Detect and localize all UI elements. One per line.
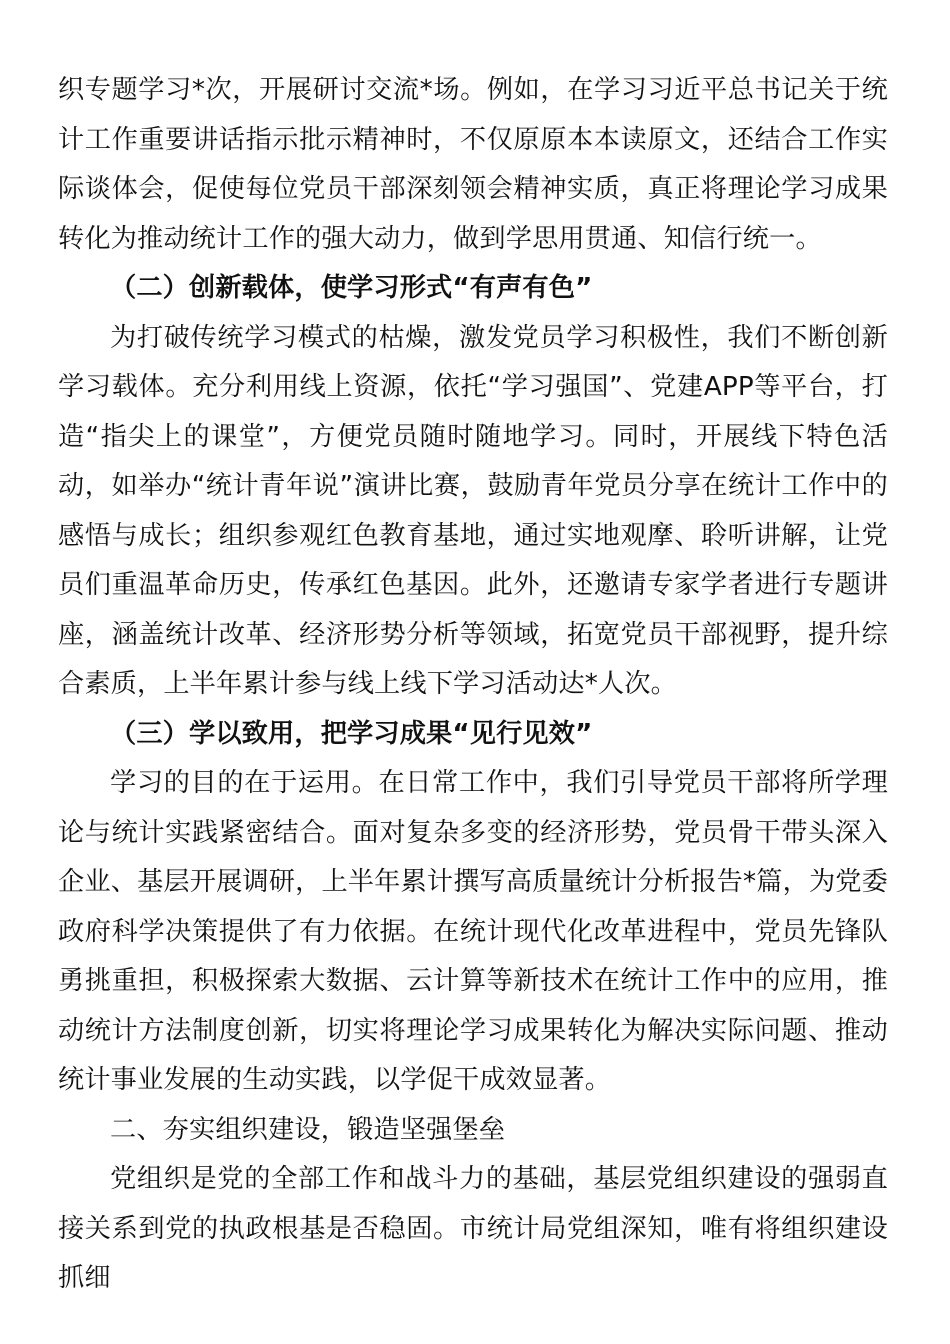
section-subheading-2: （二）创新载体，使学习形式“有声有色” [110,273,593,303]
paragraph-organization: 党组织是党的全部工作和战斗力的基础，基层党组织建设的强弱直接关系到党的执政根基是否稳固。市统计局党组深知，唯有将组织建设抓细 [58,1164,888,1293]
paragraph-continued: 织专题学习*次，开展研讨交流*场。例如，在学习习近平总书记关于统计工作重要讲话指示批示精神时，不仅原原本本读原文，还结合工作实际谈体会，促使每位党员干部深刻领会精神实质，真正将理论学习成果转化为推动统计工作的强大动力，做到学思用贯通、知信行统一。 [58,75,888,254]
paragraph-application: 学习的目的在于运用。在日常工作中，我们引导党员干部将所学理论与统计实践紧密结合。面对复杂多变的经济形势，党员骨干带头深入企业、基层开展调研，上半年累计撰写高质量统计分析报告*篇，为党委政府科学决策提供了有力依据。在统计现代化改革进程中，党员先锋队勇挑重担，积极探索大数据、云计算等新技术在统计工作中的应用，推动统计方法制度创新，切实将理论学习成果转化为解决实际问题、推动统计事业发展的生动实践，以学促干成效显著。 [58,768,888,1095]
paragraph-innovation: 为打破传统学习模式的枯燥，激发党员学习积极性，我们不断创新学习载体。充分利用线上资源，依托“学习强国”、党建APP等平台，打造“指尖上的课堂”，方便党员随时随地学习。同时，开展线下特色活动，如举办“统计青年说”演讲比赛，鼓励青年党员分享在统计工作中的感悟与成长；组织参观红色教育基地，通过实地观摩、聆听讲解，让党员们重温革命历史，传承红色基因。此外，还邀请专家学者进行专题讲座，涵盖统计改革、经济形势分析等领域，拓宽党员干部视野，提升综合素质，上半年累计参与线上线下学习活动达*人次。 [58,322,888,699]
section-subheading-3: （三）学以致用，把学习成果“见行见效” [110,718,593,749]
document-body [58,66,888,1304]
section-heading-organization: 二、夯实组织建设，锻造坚强堡垒 [110,1114,506,1145]
